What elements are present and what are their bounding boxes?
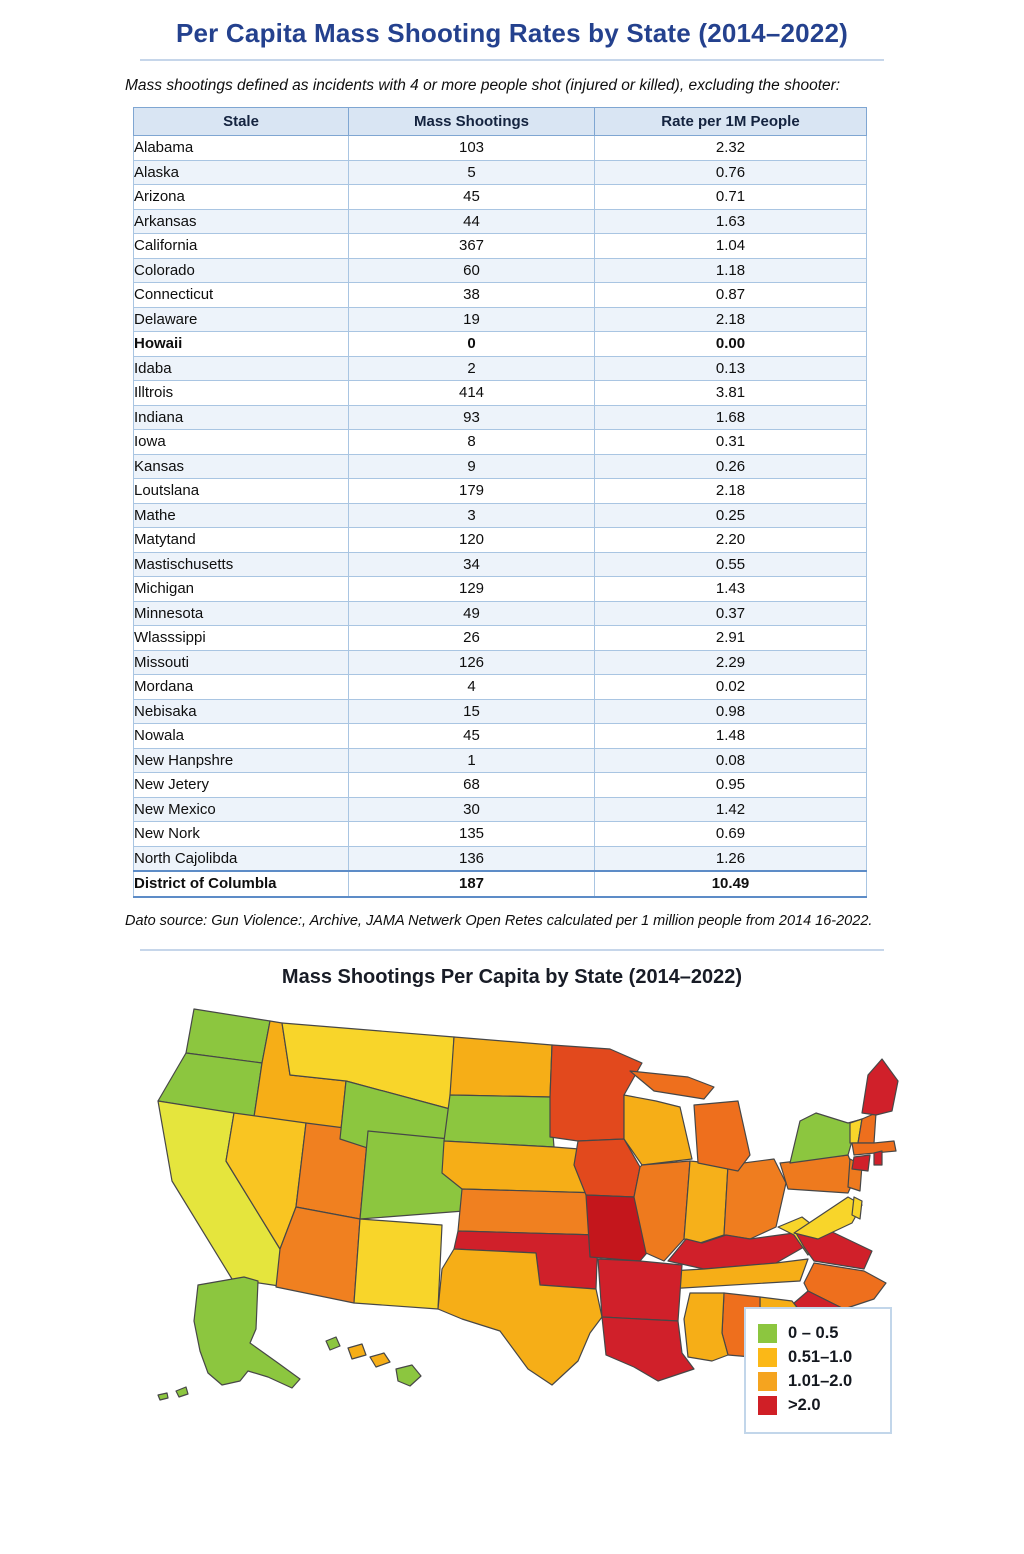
page-title: Per Capita Mass Shooting Rates by State (2014–2022) [175, 18, 848, 48]
map-divider [140, 949, 884, 951]
cell-rate: 0.55 [595, 552, 867, 577]
table-row [134, 332, 867, 357]
table-body [134, 136, 867, 897]
cell-shootings: 367 [349, 234, 595, 259]
cell-rate: 0.87 [595, 283, 867, 308]
legend-label: >2.0 [788, 1395, 821, 1414]
cell-rate: 0.13 [595, 356, 867, 381]
cell-state: California [134, 234, 349, 259]
cell-state: Illtrois [134, 381, 349, 406]
cell-shootings: 44 [349, 209, 595, 234]
cell-state: New Mexico [134, 797, 349, 822]
state-AK [194, 1277, 300, 1388]
cell-shootings: 45 [349, 185, 595, 210]
cell-shootings: 179 [349, 479, 595, 504]
column-header-shootings: Mass Shootings [349, 108, 595, 136]
legend-item [758, 1396, 878, 1415]
cell-state: Alaska [134, 160, 349, 185]
table-row [134, 160, 867, 185]
state-NM [354, 1219, 442, 1309]
cell-state: New Nork [134, 822, 349, 847]
cell-shootings: 187 [349, 871, 595, 897]
cell-state: Nowala [134, 724, 349, 749]
map-title: Mass Shootings Per Capita by State (2014–2022) [281, 965, 743, 988]
table-row [134, 185, 867, 210]
table-row [134, 822, 867, 847]
column-header-rate: Rate per 1M People [595, 108, 867, 136]
legend-swatch [758, 1324, 777, 1343]
legend-swatch [758, 1372, 777, 1391]
cell-shootings: 136 [349, 846, 595, 871]
cell-state: Idaba [134, 356, 349, 381]
table-header [134, 108, 867, 136]
cell-state: Wlasssippi [134, 626, 349, 651]
cell-rate: 0.02 [595, 675, 867, 700]
table-row [134, 846, 867, 871]
cell-state: Howaii [134, 332, 349, 357]
table-row [134, 430, 867, 455]
cell-shootings: 49 [349, 601, 595, 626]
table-row [134, 454, 867, 479]
table-row [134, 381, 867, 406]
cell-state: Indiana [134, 405, 349, 430]
state-MI [630, 1071, 714, 1099]
cell-rate: 1.68 [595, 405, 867, 430]
cell-rate: 0.76 [595, 160, 867, 185]
state-HI2 [348, 1344, 366, 1359]
state-OH [724, 1159, 786, 1239]
cell-state: North Cajolibda [134, 846, 349, 871]
cell-rate: 0.25 [595, 503, 867, 528]
cell-state: New Jetery [134, 773, 349, 798]
cell-shootings: 103 [349, 136, 595, 161]
state-MI [694, 1101, 750, 1171]
cell-state: Minnesota [134, 601, 349, 626]
state-SD [444, 1095, 554, 1147]
state-rates-table [133, 107, 867, 898]
state-HI [396, 1365, 421, 1386]
state-LA [602, 1317, 694, 1381]
cell-shootings: 68 [349, 773, 595, 798]
cell-rate: 1.43 [595, 577, 867, 602]
top-divider [140, 59, 884, 61]
legend-swatch [758, 1348, 777, 1367]
cell-state: Matytand [134, 528, 349, 553]
cell-state: Kansas [134, 454, 349, 479]
cell-shootings: 60 [349, 258, 595, 283]
legend-label: 0.51–1.0 [788, 1347, 853, 1366]
cell-rate: 0.98 [595, 699, 867, 724]
state-AR [598, 1259, 682, 1321]
cell-shootings: 45 [349, 724, 595, 749]
column-header-state: Stale [134, 108, 349, 136]
cell-state: Michigan [134, 577, 349, 602]
cell-rate: 0.00 [595, 332, 867, 357]
cell-state: Arkansas [134, 209, 349, 234]
legend-item [758, 1348, 878, 1367]
cell-shootings: 26 [349, 626, 595, 651]
state-WI [624, 1095, 692, 1165]
cell-rate: 2.91 [595, 626, 867, 651]
cell-shootings: 0 [349, 332, 595, 357]
cell-rate: 2.20 [595, 528, 867, 553]
legend-swatch [758, 1396, 777, 1415]
cell-rate: 3.81 [595, 381, 867, 406]
table-row [134, 479, 867, 504]
table-row [134, 724, 867, 749]
cell-rate: 2.29 [595, 650, 867, 675]
cell-state: New Hanpshre [134, 748, 349, 773]
cell-rate: 1.42 [595, 797, 867, 822]
table-row [134, 601, 867, 626]
cell-shootings: 15 [349, 699, 595, 724]
state-AK [176, 1387, 188, 1397]
cell-state: Missouti [134, 650, 349, 675]
document [0, 18, 1024, 1455]
cell-shootings: 30 [349, 797, 595, 822]
cell-rate: 2.18 [595, 479, 867, 504]
table-row [134, 209, 867, 234]
cell-shootings: 38 [349, 283, 595, 308]
legend-item [758, 1324, 878, 1343]
cell-rate: 10.49 [595, 871, 867, 897]
state-ND [450, 1037, 552, 1097]
cell-state: District of Columbla [134, 871, 349, 897]
us-choropleth-map [150, 993, 900, 1455]
table-row [134, 699, 867, 724]
cell-rate: 0.26 [595, 454, 867, 479]
legend-label: 0 – 0.5 [788, 1323, 839, 1342]
table-row [134, 577, 867, 602]
cell-rate: 0.71 [595, 185, 867, 210]
table-row [134, 871, 867, 897]
table-row [134, 258, 867, 283]
source-note: Dato source: Gun Violence:, Archive, JAMA Netwerk Open Retes calculated per 1 million people from 2014 16-2022. [125, 912, 873, 929]
legend-item [758, 1372, 878, 1391]
state-NH [858, 1113, 876, 1143]
table-row [134, 307, 867, 332]
cell-state: Arizona [134, 185, 349, 210]
cell-state: Alabama [134, 136, 349, 161]
table-row [134, 675, 867, 700]
cell-shootings: 414 [349, 381, 595, 406]
state-DE [852, 1197, 862, 1219]
table-row [134, 626, 867, 651]
cell-rate: 2.32 [595, 136, 867, 161]
table-row [134, 405, 867, 430]
cell-rate: 0.69 [595, 822, 867, 847]
cell-shootings: 2 [349, 356, 595, 381]
cell-state: Nebisaka [134, 699, 349, 724]
state-IN [684, 1161, 728, 1243]
table-row [134, 797, 867, 822]
legend-label: 1.01–2.0 [788, 1371, 853, 1390]
cell-rate: 1.04 [595, 234, 867, 259]
table-row [134, 234, 867, 259]
cell-shootings: 34 [349, 552, 595, 577]
table-row [134, 503, 867, 528]
table-row [134, 356, 867, 381]
cell-rate: 1.26 [595, 846, 867, 871]
cell-state: Loutslana [134, 479, 349, 504]
state-AK [158, 1393, 168, 1400]
table-row [134, 748, 867, 773]
table-row [134, 528, 867, 553]
cell-state: Mathe [134, 503, 349, 528]
cell-state: Connecticut [134, 283, 349, 308]
cell-state: Delaware [134, 307, 349, 332]
map-legend [744, 1307, 892, 1434]
cell-shootings: 4 [349, 675, 595, 700]
table-row [134, 773, 867, 798]
cell-shootings: 19 [349, 307, 595, 332]
cell-shootings: 120 [349, 528, 595, 553]
cell-shootings: 129 [349, 577, 595, 602]
cell-rate: 2.18 [595, 307, 867, 332]
cell-state: Colorado [134, 258, 349, 283]
cell-rate: 0.31 [595, 430, 867, 455]
subtitle: Mass shootings defined as incidents with 4 or more people shot (injured or killed), excluding the shooter: [125, 77, 841, 94]
state-HI [326, 1337, 340, 1350]
cell-shootings: 9 [349, 454, 595, 479]
state-MS [684, 1293, 728, 1361]
cell-rate: 0.95 [595, 773, 867, 798]
cell-shootings: 126 [349, 650, 595, 675]
table-row [134, 552, 867, 577]
cell-rate: 1.18 [595, 258, 867, 283]
cell-shootings: 1 [349, 748, 595, 773]
state-ME [862, 1059, 898, 1115]
state-CT [852, 1155, 870, 1171]
state-RI [874, 1151, 882, 1165]
cell-rate: 1.48 [595, 724, 867, 749]
state-KS [458, 1189, 600, 1235]
cell-state: Mastischusetts [134, 552, 349, 577]
cell-state: Mordana [134, 675, 349, 700]
table-row [134, 650, 867, 675]
cell-shootings: 135 [349, 822, 595, 847]
cell-shootings: 8 [349, 430, 595, 455]
table-row [134, 283, 867, 308]
cell-rate: 0.37 [595, 601, 867, 626]
cell-shootings: 5 [349, 160, 595, 185]
cell-shootings: 3 [349, 503, 595, 528]
table-row [134, 136, 867, 161]
cell-rate: 0.08 [595, 748, 867, 773]
state-HI2 [370, 1353, 390, 1367]
cell-state: Iowa [134, 430, 349, 455]
cell-shootings: 93 [349, 405, 595, 430]
cell-rate: 1.63 [595, 209, 867, 234]
